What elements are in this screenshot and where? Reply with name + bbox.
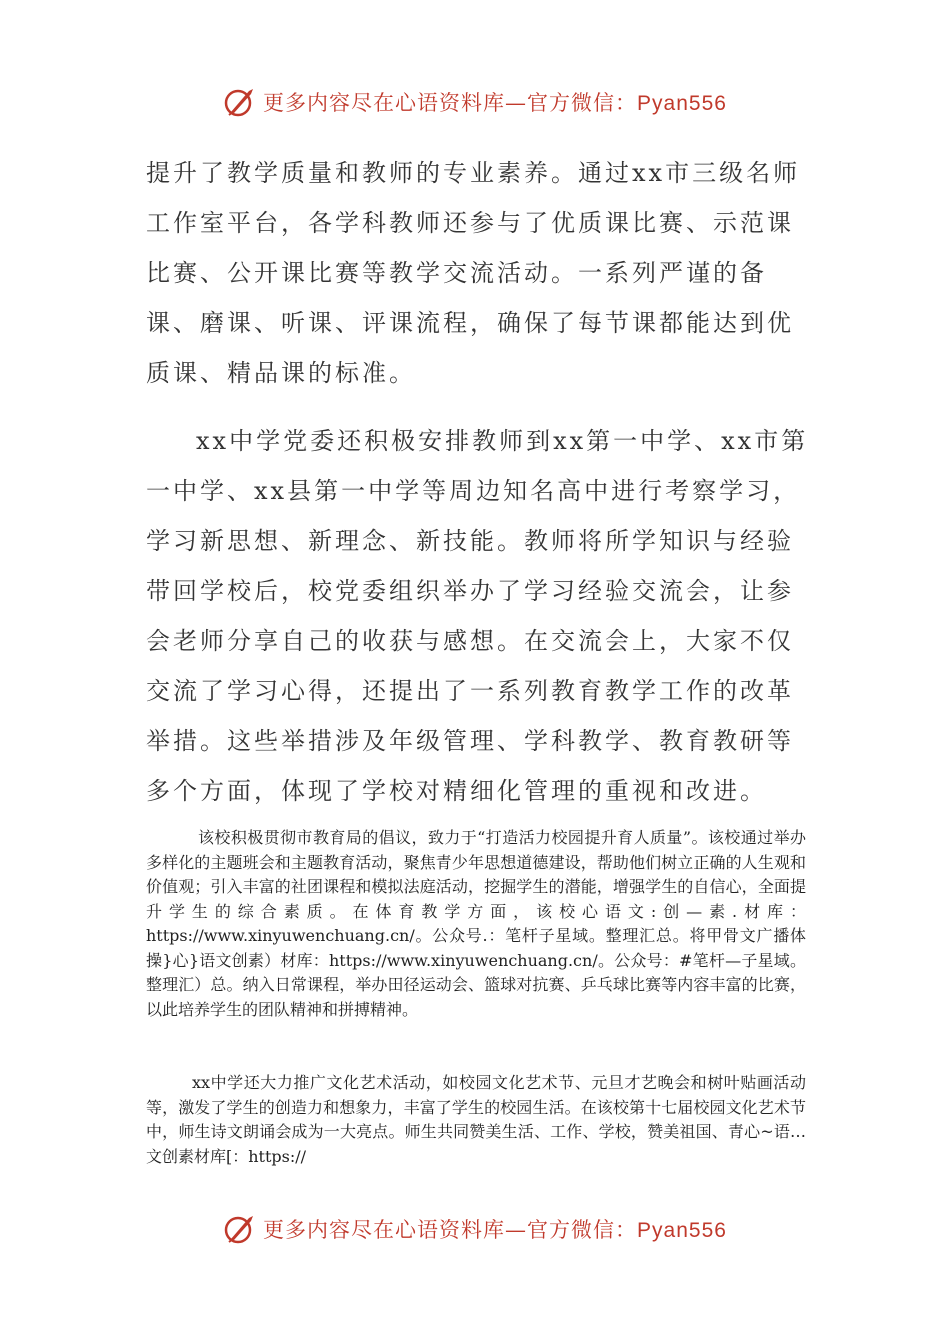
quill-pen-logo-icon xyxy=(223,85,257,119)
footer-banner xyxy=(0,1209,950,1249)
header-banner xyxy=(0,82,950,122)
banner-text: 更多内容尽在心语资料库—官方微信：Pyan556 xyxy=(263,1218,727,1242)
wechat-id: Pyan556 xyxy=(637,1219,727,1242)
quill-pen-logo-icon xyxy=(223,1212,257,1246)
body-paragraph: xx中学党委还积极安排教师到xx第一中学、xx市第一中学、xx县第一中学等周边知名高中进行考察学习，学习新思想、新理念、新技能。教师将所学知识与经验带回学校后，校党委组织举办了学习经验交流会，让参会老师分享自己的收获与感想。在交流会上，大家不仅交流了学习心得，还提出了一系列教育教学工作的改革举措。这些举措涉及年级管理、学科教学、教育教研等多个方面，体现了学校对精细化管理的重视和改进。 xyxy=(146,427,809,805)
wechat-id: Pyan556 xyxy=(637,92,727,115)
body-paragraph: 提升了教学质量和教师的专业素养。通过xx市三级名师工作室平台，各学科教师还参与了优质课比赛、示范课比赛、公开课比赛等教学交流活动。一系列严谨的备课、磨课、听课、评课流程，确保了每节课都能达到优质课、精品课的标准。 xyxy=(146,159,801,387)
banner-text: 更多内容尽在心语资料库—官方微信：Pyan556 xyxy=(263,91,727,115)
body-paragraph: xx中学还大力推广文化艺术活动，如校园文化艺术节、元旦才艺晚会和树叶贴画活动等，激发了学生的创造力和想象力，丰富了学生的校园生活。在该校第十七届校园文化艺术节中，师生诗文朗诵会成为一大亮点。师生共同赞美生活、工作、学校，赞美祖国、青心~语…文创素材库[：https:// xyxy=(146,1073,806,1166)
body-paragraph: 该校积极贯彻市教育局的倡议，致力于“打造活力校园提升育人质量”。该校通过举办多样化的主题班会和主题教育活动，聚焦青少年思想道德建设，帮助他们树立正确的人生观和价值观；引入丰富的社团课程和模拟法庭活动，挖掘学生的潜能，增强学生的自信心，全面提升学生的综合素质。在体育教学方面，该校心语文:创—素.材库：https://www.xinyuwenchuang.cn/。公众号.：笔杆子星域。整理汇总。将甲骨文广播体操}心}语文创素）材库：https://www.xinyuwenchuang.cn/。公众号：#笔杆—子星域。整理汇）总。纳入日常课程，举办田径运动会、篮球对抗赛、乒乓球比赛等内容丰富的比赛，以此培养学生的团队精神和拼搏精神。 xyxy=(146,828,806,1019)
